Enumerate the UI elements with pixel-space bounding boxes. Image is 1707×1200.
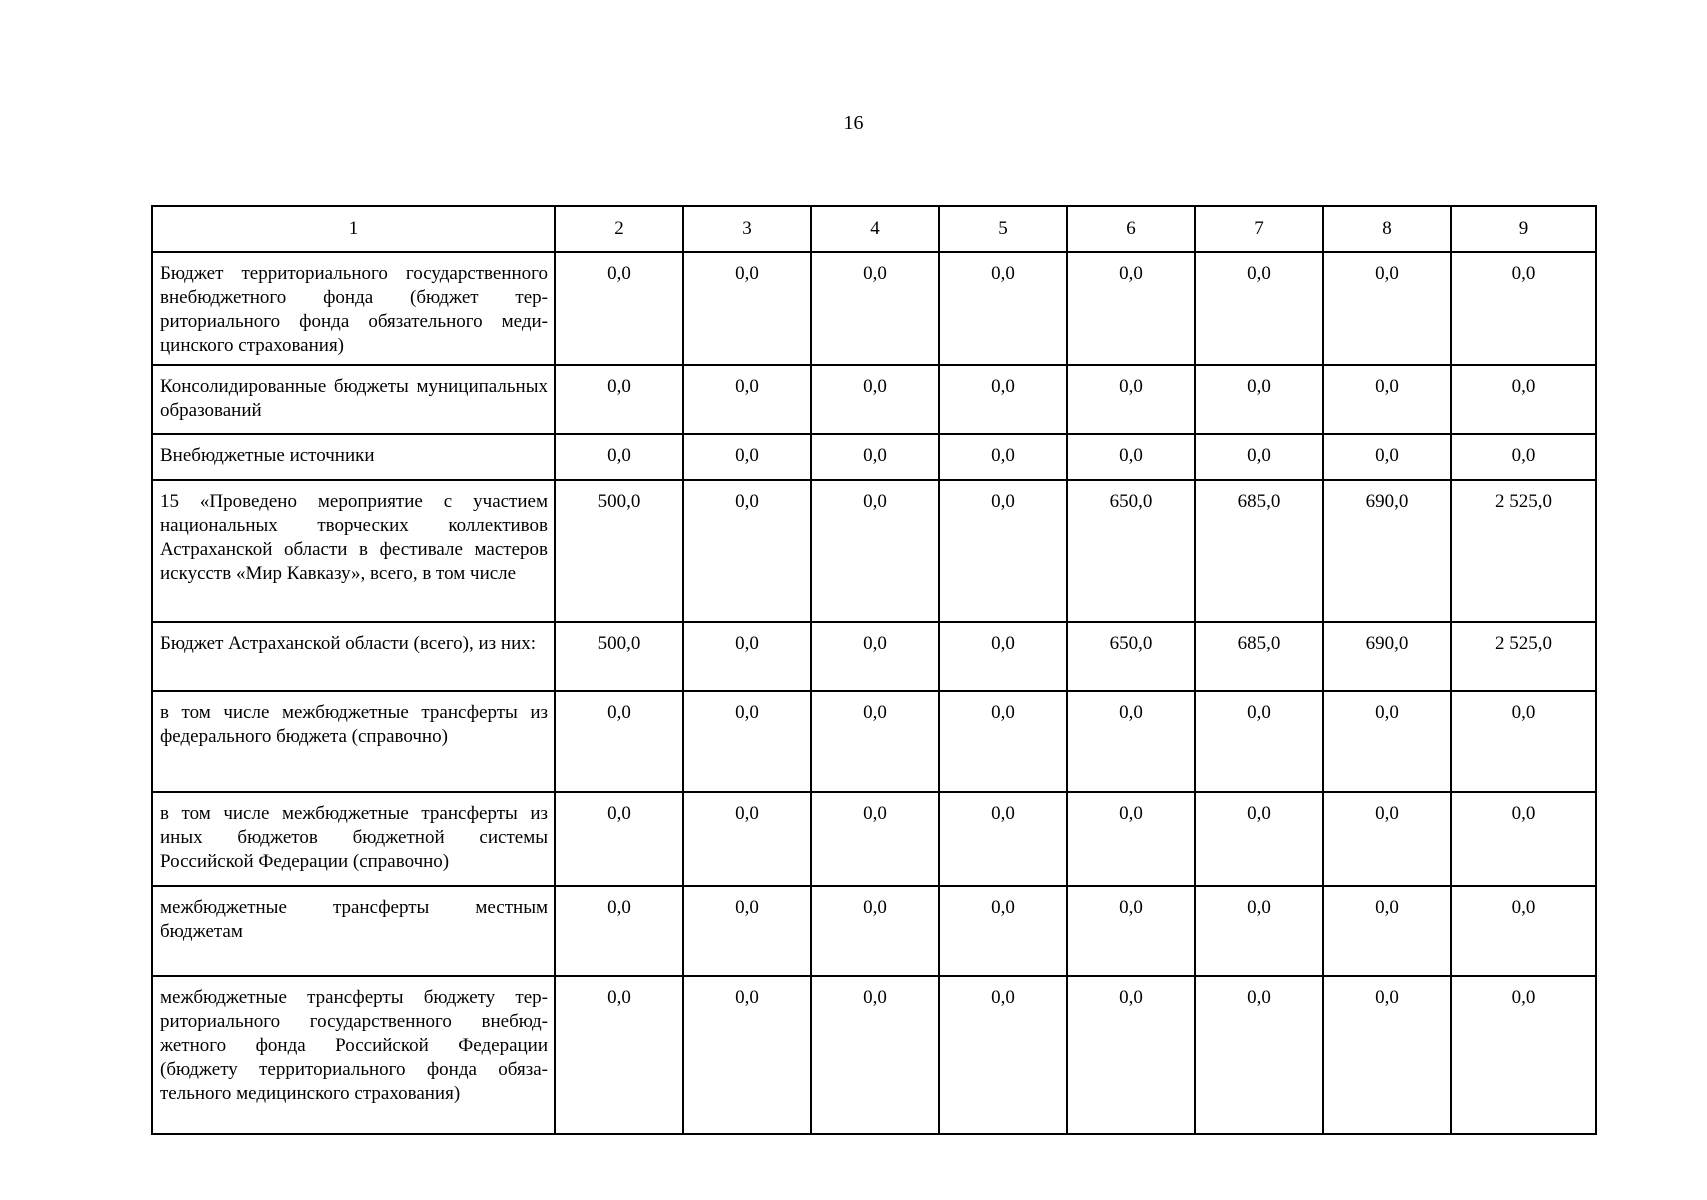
table-cell: 0,0 bbox=[555, 434, 683, 480]
table-cell: 685,0 bbox=[1195, 480, 1323, 622]
table-cell: 0,0 bbox=[555, 365, 683, 434]
column-header-1: 1 bbox=[152, 206, 555, 252]
table-cell: 0,0 bbox=[1451, 434, 1596, 480]
table-cell: 0,0 bbox=[811, 886, 939, 976]
table-cell: 0,0 bbox=[811, 434, 939, 480]
row-label: Бюджет Астраханской области (всего), из них: bbox=[152, 622, 555, 691]
table-row bbox=[152, 480, 1596, 622]
table-cell: 0,0 bbox=[1195, 691, 1323, 792]
table-cell: 0,0 bbox=[939, 365, 1067, 434]
table-cell: 0,0 bbox=[555, 976, 683, 1134]
row-label: Бюджет территориального государственного внебюджетного фонда (бюджет территориального фонда обязательного медицинского страхования) bbox=[152, 252, 555, 365]
table-cell: 0,0 bbox=[1067, 691, 1195, 792]
table-row bbox=[152, 691, 1596, 792]
row-label: в том числе межбюджетные трансферты из федерального бюджета (справочно) bbox=[152, 691, 555, 792]
column-header-4: 4 bbox=[811, 206, 939, 252]
budget-table bbox=[151, 205, 1597, 1135]
table-cell: 0,0 bbox=[939, 792, 1067, 886]
table-cell: 0,0 bbox=[683, 252, 811, 365]
table-cell: 0,0 bbox=[1451, 365, 1596, 434]
page-number: 16 bbox=[843, 112, 864, 134]
column-header-3: 3 bbox=[683, 206, 811, 252]
table-cell: 0,0 bbox=[1195, 886, 1323, 976]
table-cell: 0,0 bbox=[683, 792, 811, 886]
table-cell: 0,0 bbox=[1323, 976, 1451, 1134]
table-cell: 0,0 bbox=[1323, 434, 1451, 480]
table-cell: 685,0 bbox=[1195, 622, 1323, 691]
table-cell: 0,0 bbox=[1195, 792, 1323, 886]
table-cell: 2 525,0 bbox=[1451, 480, 1596, 622]
table-cell: 0,0 bbox=[811, 691, 939, 792]
table-cell: 0,0 bbox=[939, 480, 1067, 622]
row-label: Внебюджетные источники bbox=[152, 434, 555, 480]
table-cell: 0,0 bbox=[811, 976, 939, 1134]
table-cell: 0,0 bbox=[939, 886, 1067, 976]
table-cell: 0,0 bbox=[555, 886, 683, 976]
column-header-7: 7 bbox=[1195, 206, 1323, 252]
table-cell: 0,0 bbox=[1451, 792, 1596, 886]
row-label: межбюджетные трансферты бюджету территориального государственного внебюджетного фонда Российской Федерации (бюджету территориального фонда обязательного медицинского страхования) bbox=[152, 976, 555, 1134]
table-cell: 0,0 bbox=[683, 480, 811, 622]
column-header-2: 2 bbox=[555, 206, 683, 252]
table-cell: 0,0 bbox=[811, 252, 939, 365]
table-cell: 650,0 bbox=[1067, 480, 1195, 622]
table-cell: 690,0 bbox=[1323, 622, 1451, 691]
table-cell: 0,0 bbox=[683, 622, 811, 691]
table-cell: 0,0 bbox=[1323, 252, 1451, 365]
table-cell: 0,0 bbox=[939, 252, 1067, 365]
row-label: 15 «Проведено мероприятие с участием национальных творческих коллективов Астраханской области в фестивале мастеров искусств «Мир Кавказу», всего, в том числе bbox=[152, 480, 555, 622]
column-header-9: 9 bbox=[1451, 206, 1596, 252]
table-cell: 0,0 bbox=[1067, 252, 1195, 365]
table-cell: 0,0 bbox=[1067, 434, 1195, 480]
table-cell: 0,0 bbox=[1195, 252, 1323, 365]
table-cell: 690,0 bbox=[1323, 480, 1451, 622]
table-cell: 0,0 bbox=[811, 365, 939, 434]
table-cell: 0,0 bbox=[555, 252, 683, 365]
table-cell: 0,0 bbox=[683, 434, 811, 480]
row-label: в том числе межбюджетные трансферты из иных бюджетов бюджетной системы Российской Федерации (справочно) bbox=[152, 792, 555, 886]
table-cell: 0,0 bbox=[1195, 434, 1323, 480]
table-cell: 500,0 bbox=[555, 622, 683, 691]
table-cell: 0,0 bbox=[1067, 976, 1195, 1134]
table-cell: 0,0 bbox=[555, 792, 683, 886]
table-cell: 0,0 bbox=[1195, 365, 1323, 434]
column-header-5: 5 bbox=[939, 206, 1067, 252]
column-header-6: 6 bbox=[1067, 206, 1195, 252]
table-cell: 0,0 bbox=[1323, 886, 1451, 976]
table-row bbox=[152, 886, 1596, 976]
column-header-8: 8 bbox=[1323, 206, 1451, 252]
table-cell: 0,0 bbox=[1323, 691, 1451, 792]
table-cell: 0,0 bbox=[939, 434, 1067, 480]
table-row bbox=[152, 792, 1596, 886]
table-cell: 0,0 bbox=[1195, 976, 1323, 1134]
row-label: межбюджетные трансферты местным бюджетам bbox=[152, 886, 555, 976]
table-cell: 500,0 bbox=[555, 480, 683, 622]
table-row bbox=[152, 434, 1596, 480]
table-header-row bbox=[152, 206, 1596, 252]
table-row bbox=[152, 365, 1596, 434]
table-cell: 0,0 bbox=[939, 976, 1067, 1134]
table-cell: 0,0 bbox=[555, 691, 683, 792]
table-cell: 0,0 bbox=[939, 622, 1067, 691]
table-cell: 0,0 bbox=[683, 886, 811, 976]
table-cell: 0,0 bbox=[1323, 365, 1451, 434]
table-cell: 0,0 bbox=[683, 691, 811, 792]
table-cell: 0,0 bbox=[1067, 792, 1195, 886]
table-cell: 0,0 bbox=[1323, 792, 1451, 886]
table-cell: 0,0 bbox=[1067, 365, 1195, 434]
table-cell: 0,0 bbox=[1451, 691, 1596, 792]
table-cell: 0,0 bbox=[811, 622, 939, 691]
table-cell: 0,0 bbox=[811, 480, 939, 622]
table-cell: 0,0 bbox=[939, 691, 1067, 792]
table-cell: 0,0 bbox=[683, 365, 811, 434]
table-cell: 0,0 bbox=[811, 792, 939, 886]
table-row bbox=[152, 622, 1596, 691]
table-cell: 0,0 bbox=[1067, 886, 1195, 976]
table-cell: 2 525,0 bbox=[1451, 622, 1596, 691]
row-label: Консолидированные бюджеты муниципальных образований bbox=[152, 365, 555, 434]
table-cell: 0,0 bbox=[1451, 976, 1596, 1134]
table-cell: 0,0 bbox=[683, 976, 811, 1134]
table-row bbox=[152, 252, 1596, 365]
table-cell: 650,0 bbox=[1067, 622, 1195, 691]
table-cell: 0,0 bbox=[1451, 886, 1596, 976]
table-cell: 0,0 bbox=[1451, 252, 1596, 365]
table-row bbox=[152, 976, 1596, 1134]
